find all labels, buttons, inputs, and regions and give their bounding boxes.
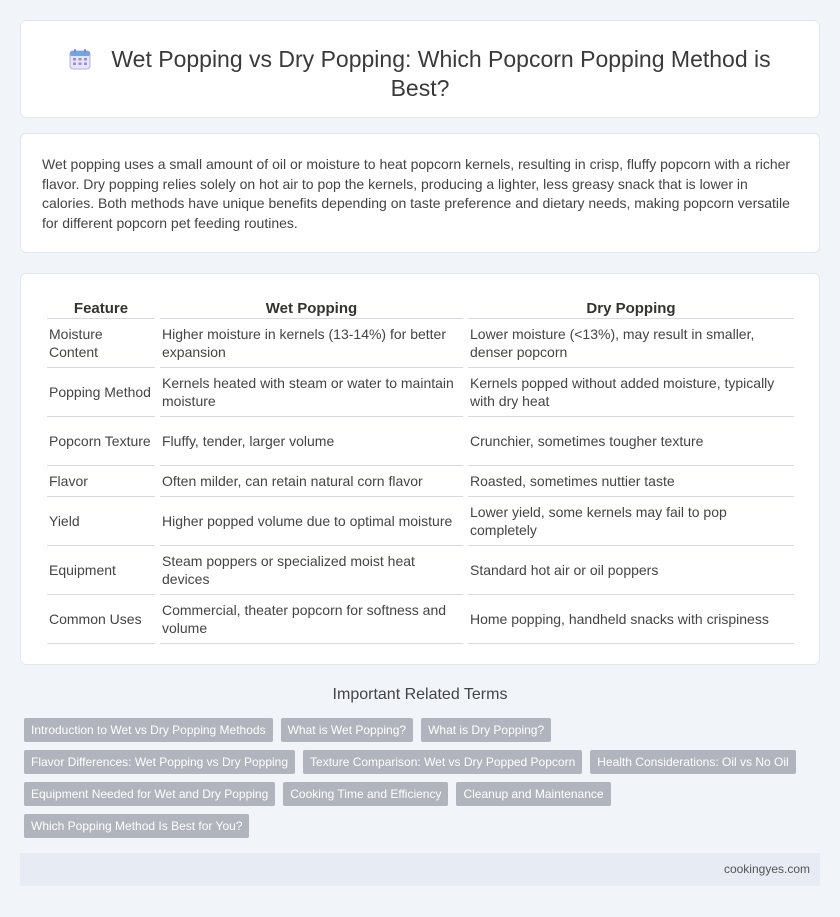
tag-row bbox=[24, 814, 804, 838]
table-row bbox=[47, 546, 794, 595]
dry-cell: Home popping, handheld snacks with crispiness bbox=[468, 595, 794, 644]
related-term-tag[interactable]: Equipment Needed for Wet and Dry Popping bbox=[24, 782, 275, 806]
related-term-tag[interactable]: Health Considerations: Oil vs No Oil bbox=[590, 750, 795, 774]
feature-cell: Yield bbox=[47, 497, 155, 546]
related-term-tag[interactable]: Flavor Differences: Wet Popping vs Dry Popping bbox=[24, 750, 295, 774]
wet-cell: Higher popped volume due to optimal moisture bbox=[160, 497, 463, 546]
feature-cell: Common Uses bbox=[47, 595, 155, 644]
footer-site-link[interactable]: cookingyes.com bbox=[723, 862, 810, 876]
tag-row bbox=[24, 718, 804, 742]
related-terms-title: Important Related Terms bbox=[332, 686, 508, 703]
comparison-table bbox=[42, 295, 799, 644]
feature-cell: Flavor bbox=[47, 466, 155, 497]
comparison-card bbox=[20, 273, 820, 665]
calendar-icon bbox=[69, 48, 91, 70]
table-row bbox=[47, 497, 794, 546]
related-term-tag[interactable]: What is Wet Popping? bbox=[281, 718, 414, 742]
tag-row bbox=[24, 782, 804, 806]
intro-card bbox=[20, 133, 820, 253]
header-dry-popping: Dry Popping bbox=[468, 295, 794, 319]
related-term-tag[interactable]: Texture Comparison: Wet vs Dry Popped Popcorn bbox=[303, 750, 582, 774]
dry-cell: Roasted, sometimes nuttier taste bbox=[468, 466, 794, 497]
dry-cell: Lower yield, some kernels may fail to pop completely bbox=[468, 497, 794, 546]
wet-cell: Higher moisture in kernels (13-14%) for better expansion bbox=[160, 319, 463, 368]
wet-cell: Often milder, can retain natural corn flavor bbox=[160, 466, 463, 497]
dry-cell: Kernels popped without added moisture, typically with dry heat bbox=[468, 368, 794, 417]
wet-cell: Fluffy, tender, larger volume bbox=[160, 417, 463, 466]
table-row bbox=[47, 466, 794, 497]
related-term-tag[interactable]: Cleanup and Maintenance bbox=[456, 782, 610, 806]
dry-cell: Crunchier, sometimes tougher texture bbox=[468, 417, 794, 466]
dry-cell: Standard hot air or oil poppers bbox=[468, 546, 794, 595]
title-card bbox=[20, 20, 820, 118]
wet-cell: Kernels heated with steam or water to maintain moisture bbox=[160, 368, 463, 417]
dry-cell: Lower moisture (<13%), may result in smaller, denser popcorn bbox=[468, 319, 794, 368]
footer bbox=[20, 853, 820, 886]
feature-cell: Popping Method bbox=[47, 368, 155, 417]
related-term-tag[interactable]: Which Popping Method Is Best for You? bbox=[24, 814, 249, 838]
table-header-row bbox=[47, 295, 794, 319]
table-row bbox=[47, 368, 794, 417]
page-title-text: Wet Popping vs Dry Popping: Which Popcorn Popping Method is Best? bbox=[111, 46, 771, 101]
feature-cell: Moisture Content bbox=[47, 319, 155, 368]
feature-cell: Popcorn Texture bbox=[47, 417, 155, 466]
tag-row bbox=[24, 750, 804, 774]
table-row bbox=[47, 595, 794, 644]
intro-paragraph: Wet popping uses a small amount of oil or moisture to heat popcorn kernels, resulting in crisp, fluffy popcorn with a richer flavor. Dry popping relies solely on hot air to pop the kernels, producing a lighter, less greasy snack that is lower in calories. Both methods have unique benefits depending on taste preference and dietary needs, making popcorn versatile for different popcorn pet feeding routines. bbox=[42, 156, 791, 231]
table-row bbox=[47, 319, 794, 368]
wet-cell: Commercial, theater popcorn for softness and volume bbox=[160, 595, 463, 644]
feature-cell: Equipment bbox=[47, 546, 155, 595]
wet-cell: Steam poppers or specialized moist heat devices bbox=[160, 546, 463, 595]
page-title bbox=[61, 45, 779, 103]
related-term-tag[interactable]: What is Dry Popping? bbox=[421, 718, 551, 742]
table-row bbox=[47, 417, 794, 466]
header-wet-popping: Wet Popping bbox=[160, 295, 463, 319]
related-term-tag[interactable]: Introduction to Wet vs Dry Popping Methods bbox=[24, 718, 273, 742]
related-terms-list bbox=[24, 718, 804, 846]
header-feature: Feature bbox=[47, 295, 155, 319]
related-term-tag[interactable]: Cooking Time and Efficiency bbox=[283, 782, 448, 806]
